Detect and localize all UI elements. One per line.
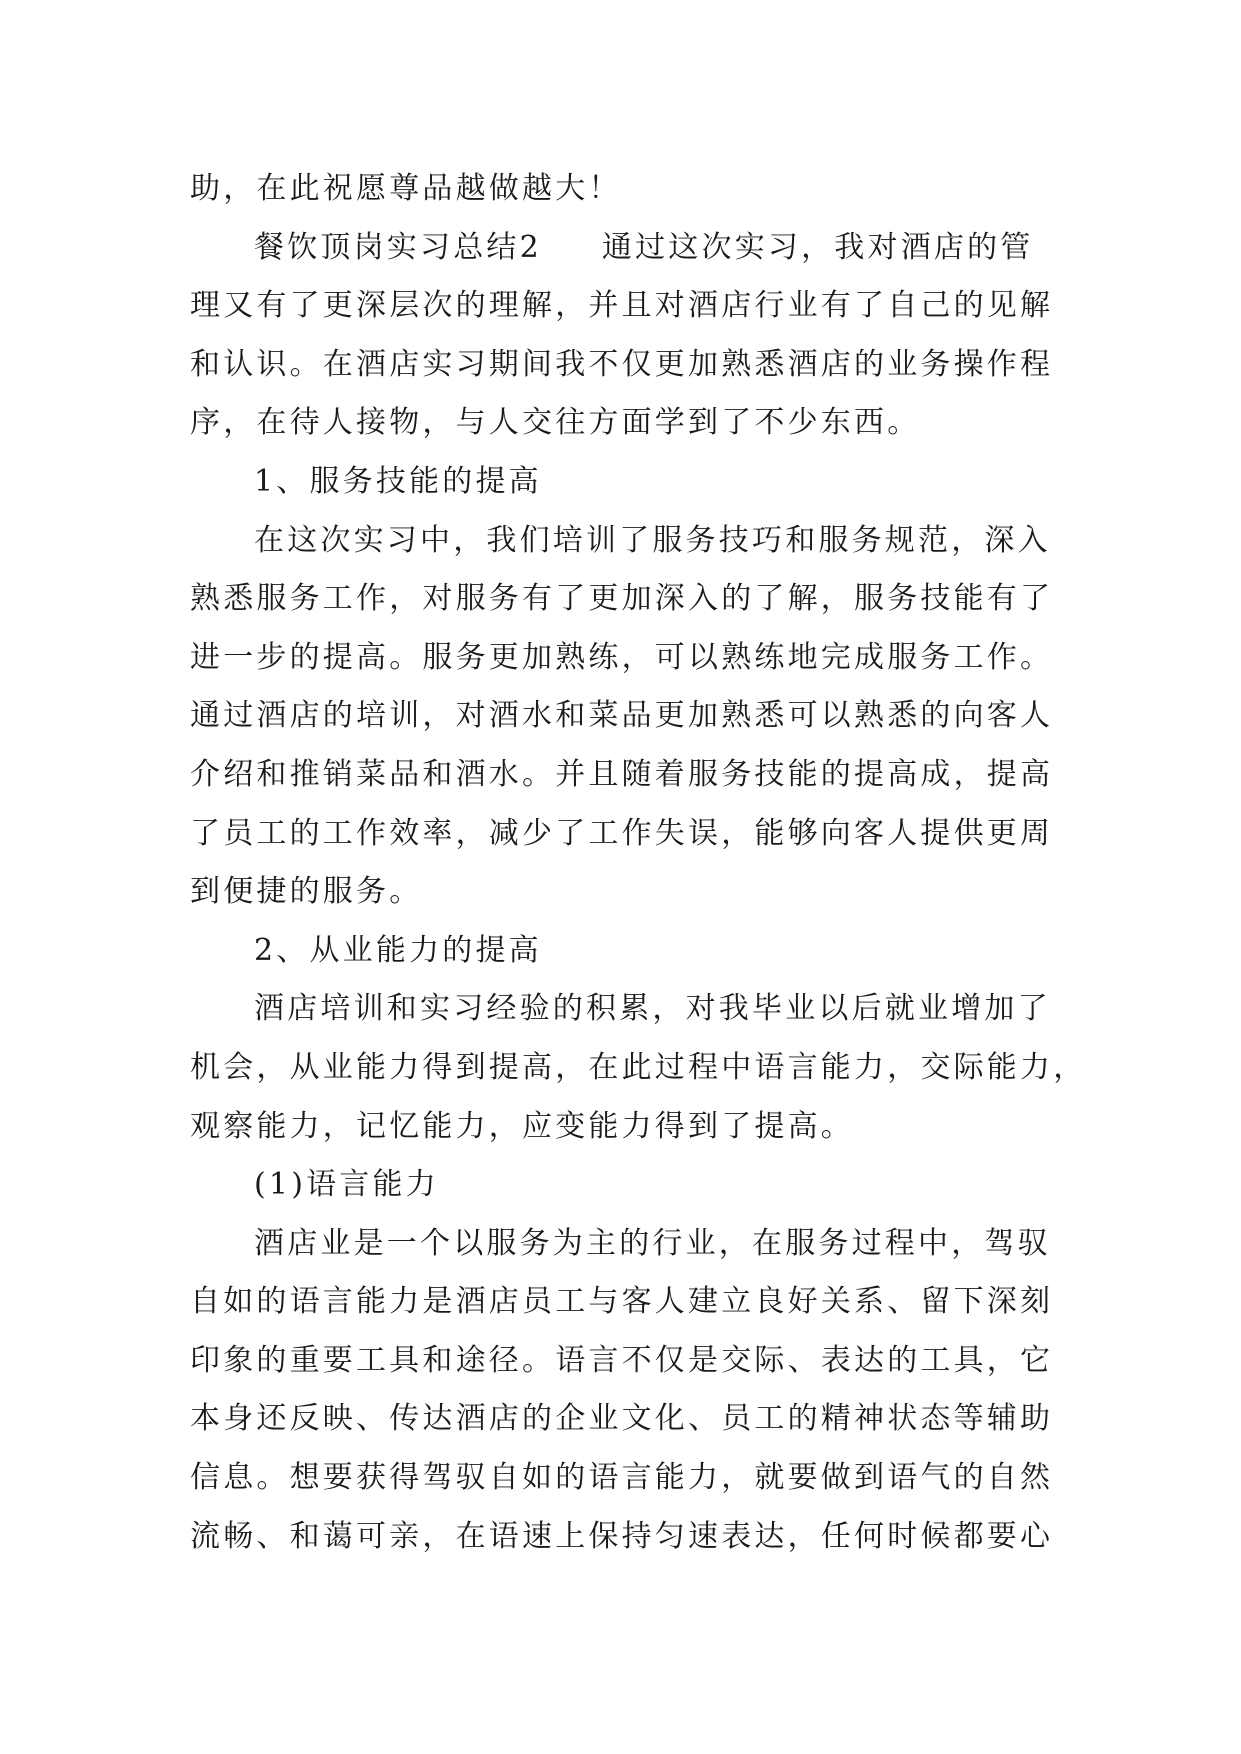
text-line: 介绍和推销菜品和酒水。并且随着服务技能的提高成，提高 [190,756,1054,792]
section-title: 餐饮顶岗实习总结2 [254,229,542,265]
text-line: 印象的重要工具和途径。语言不仅是交际、表达的工具，它 [190,1342,1054,1378]
text-line: 助，在此祝愿尊品越做越大！ [190,171,622,206]
text-line: 流畅、和蔼可亲，在语速上保持匀速表达，任何时候都要心 [190,1518,1054,1554]
text-line: 酒店培训和实习经验的积累，对我毕业以后就业增加了 [254,991,1051,1027]
text-line: 在这次实习中，我们培训了服务技巧和服务规范，深入 [254,522,1051,558]
text-line: 通过酒店的培训，对酒水和菜品更加熟悉可以熟悉的向客人 [190,698,1054,734]
section-heading-line [190,219,1070,278]
text-line: 观察能力，记忆能力，应变能力得到了提高。 [190,1108,854,1144]
subheading: 1、服务技能的提高 [254,463,542,499]
text-line: 到便捷的服务。 [190,874,423,910]
text-line: 信息。想要获得驾驭自如的语言能力，就要做到语气的自然 [190,1460,1054,1496]
text-line: 自如的语言能力是酒店员工与客人建立良好关系、留下深刻 [190,1284,1054,1320]
text-line: 本身还反映、传达酒店的企业文化、员工的精神状态等辅助 [190,1401,1054,1437]
text-line: 机会，从业能力得到提高，在此过程中语言能力，交际能力， [190,1049,1087,1085]
text-line: 和认识。在酒店实习期间我不仅更加熟悉酒店的业务操作程 [190,346,1054,382]
subheading: (1)语言能力 [254,1167,439,1203]
text-line: 通过这次实习，我对酒店的管 [601,229,1034,265]
subheading: 2、从业能力的提高 [254,932,542,968]
text-line: 序，在待人接物，与人交往方面学到了不少东西。 [190,405,921,441]
text-line: 了员工的工作效率，减少了工作失误，能够向客人提供更周 [190,815,1054,851]
text-line: 进一步的提高。服务更加熟练，可以熟练地完成服务工作。 [190,639,1054,675]
text-line: 酒店业是一个以服务为主的行业，在服务过程中，驾驭 [254,1225,1051,1261]
document-body [190,160,1087,1566]
text-line: 理又有了更深层次的理解，并且对酒店行业有了自己的见解 [190,288,1054,324]
text-line: 熟悉服务工作，对服务有了更加深入的了解，服务技能有了 [190,581,1054,617]
